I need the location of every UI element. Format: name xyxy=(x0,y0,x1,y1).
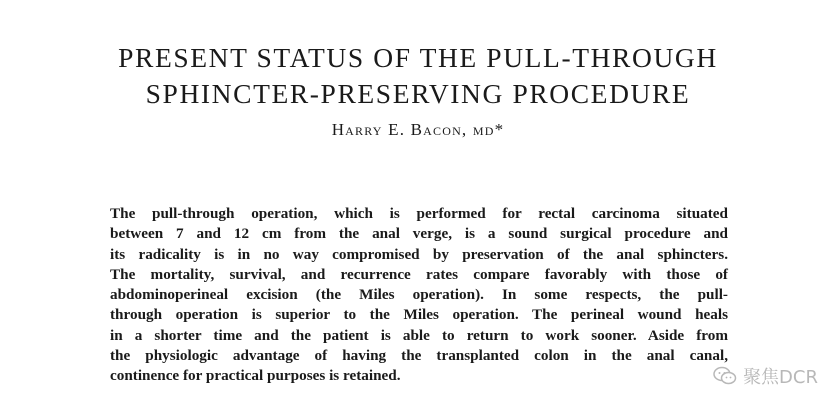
abstract-line: The pull-through operation, which is performed for rectal carcinoma situated xyxy=(110,205,728,222)
abstract-line: in a shorter time and the patient is able to return to work sooner. Aside from xyxy=(110,326,728,344)
abstract-line: abdominoperineal excision (the Miles operation). In some respects, the pull- xyxy=(110,286,728,304)
abstract xyxy=(110,204,728,387)
watermark-text: 聚焦DCR xyxy=(743,367,818,388)
article-title xyxy=(0,40,836,112)
abstract-line: the physiologic advantage of having the transplanted colon in the anal canal, xyxy=(110,347,728,365)
title-line-2: SPHINCTER-PRESERVING PROCEDURE xyxy=(145,78,691,109)
abstract-line: through operation is superior to the Miles operation. The perineal wound heals xyxy=(110,306,728,324)
abstract-line: between 7 and 12 cm from the anal verge, is a sound surgical procedure and xyxy=(110,225,728,243)
abstract-line: continence for practical purposes is retained. xyxy=(110,367,401,385)
author-name: Harry E. Bacon, md* xyxy=(331,120,505,139)
title-line-1: PRESENT STATUS OF THE PULL-THROUGH xyxy=(118,42,718,73)
watermark xyxy=(713,363,818,389)
abstract-line: The mortality, survival, and recurrence rates compare favorably with those of xyxy=(110,265,728,283)
abstract-line: its radicality is in no way compromised by preservation of the anal sphincters. xyxy=(110,245,728,263)
wechat-icon xyxy=(713,366,737,386)
